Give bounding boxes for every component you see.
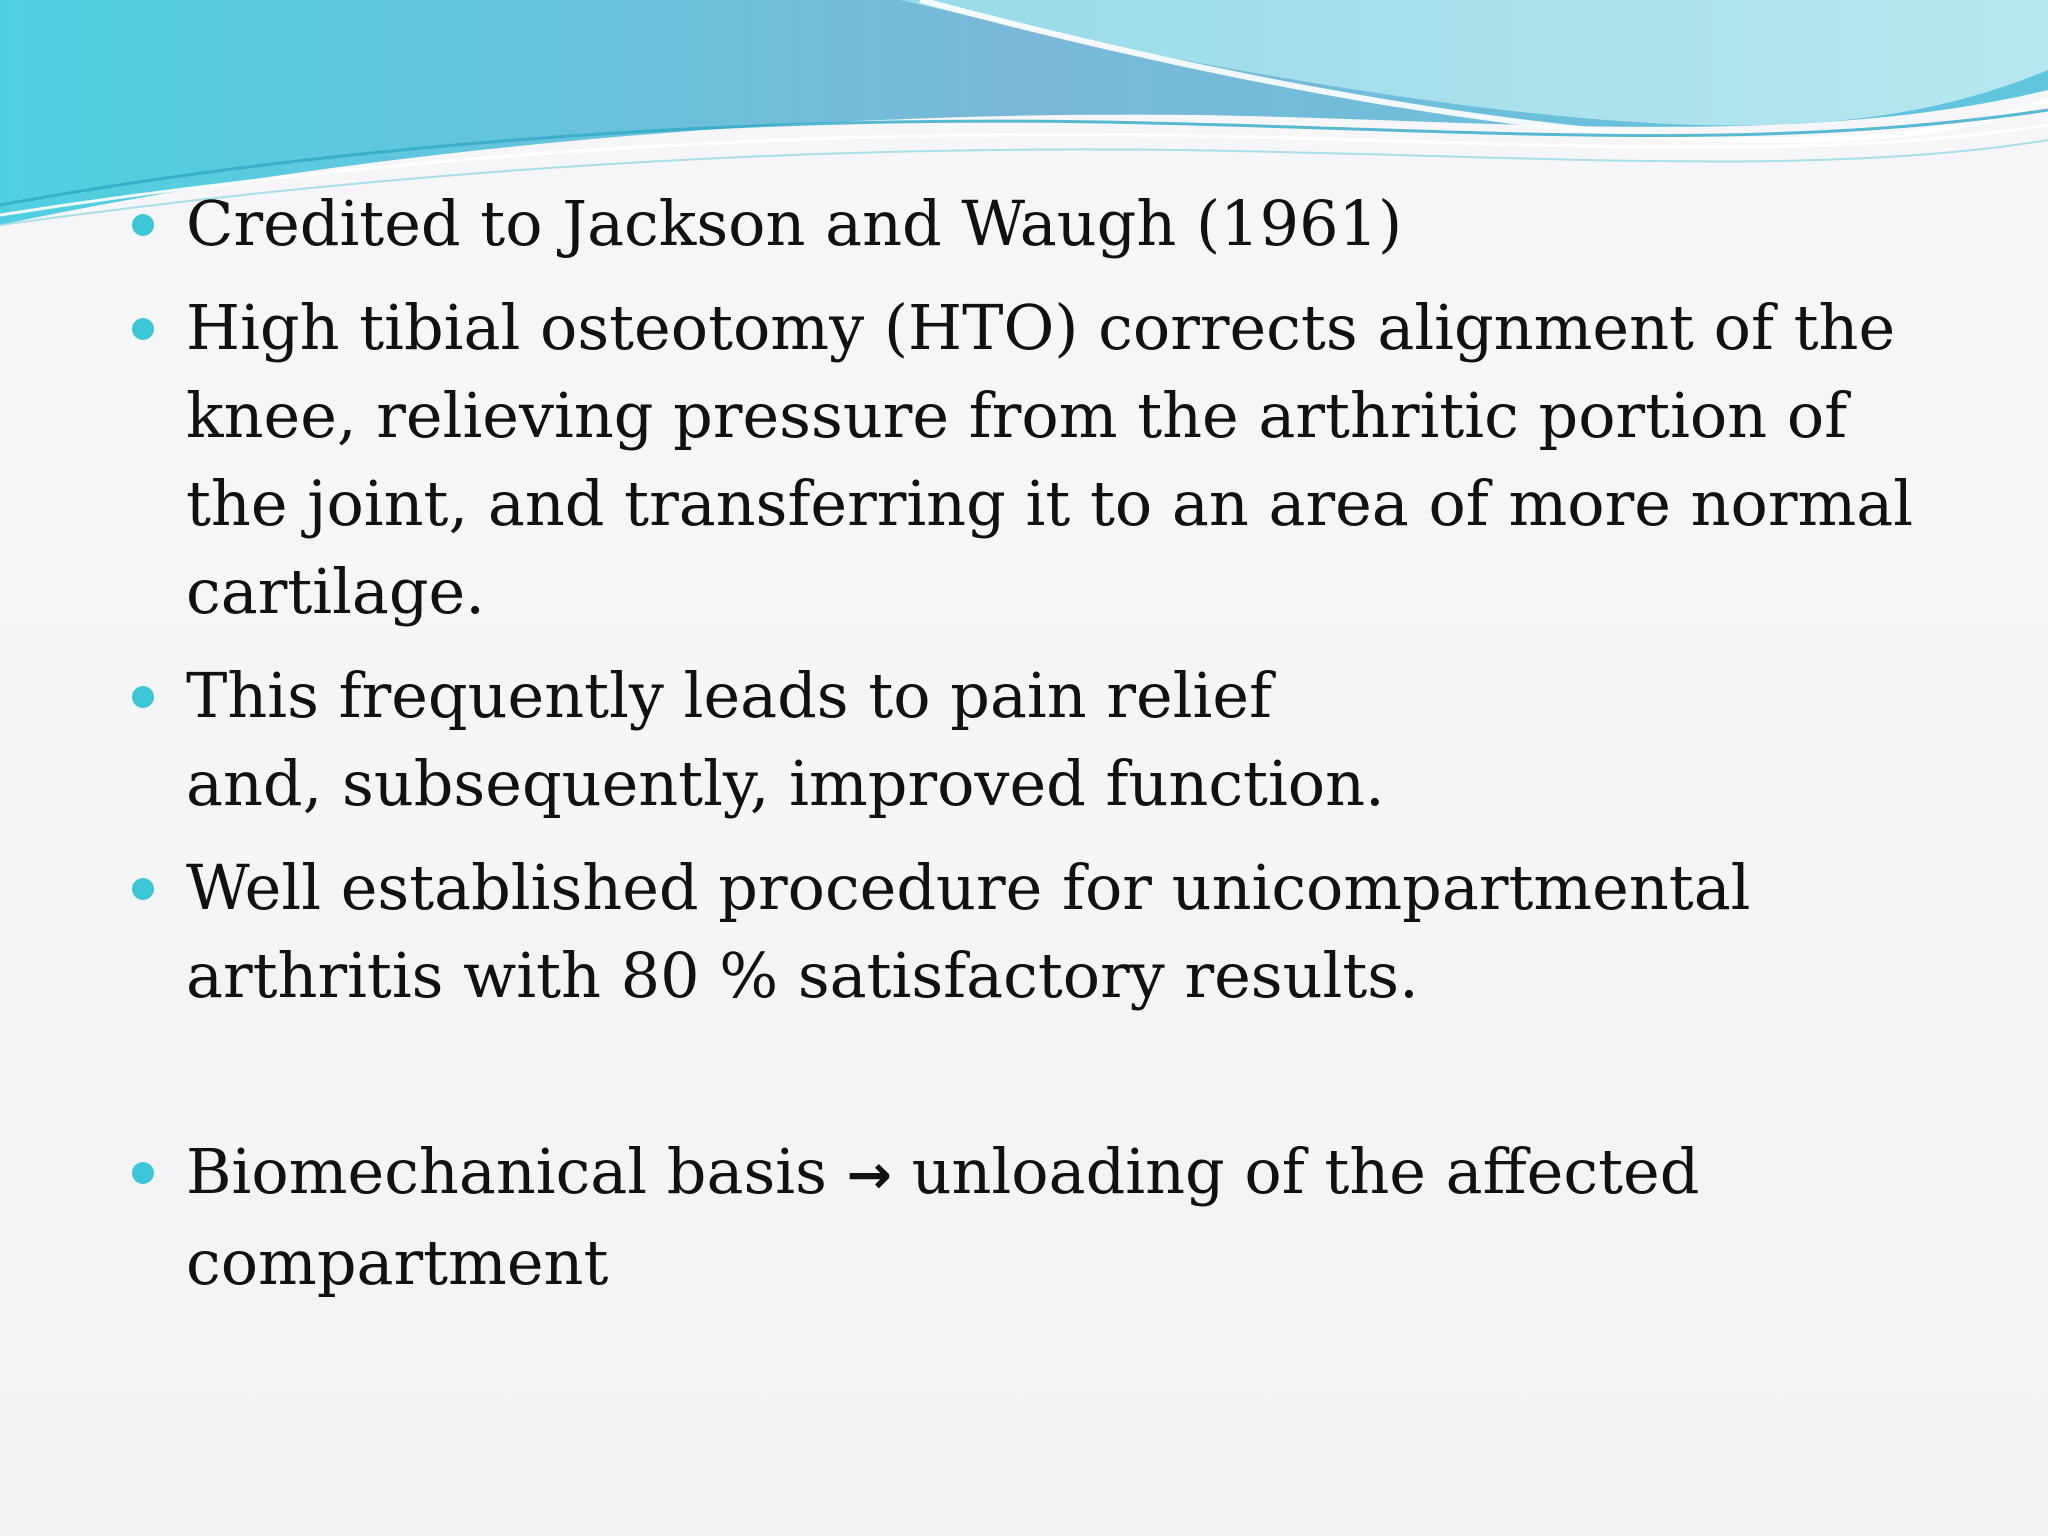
bullet-item <box>130 844 1990 1020</box>
bullet-text: Credited to Jackson and Waugh (1961) <box>186 187 1403 260</box>
bullet-text: cartilage. <box>186 555 485 628</box>
bullet-text: arthritis with 80 % satisfactory results. <box>186 939 1419 1012</box>
bullet-dot-icon <box>132 1162 154 1184</box>
bullet-text: compartment <box>186 1226 609 1299</box>
bullet-text: Well established procedure for unicompartmental <box>186 851 1751 924</box>
bullet-list <box>130 180 1990 1323</box>
bullet-text: High tibial osteotomy (HTO) corrects alignment of the <box>186 291 1896 364</box>
arrow-right-icon: → <box>846 1143 892 1206</box>
bullet-text: unloading of the affected <box>911 1135 1700 1208</box>
bullet-dot-icon <box>132 318 154 340</box>
bullet-text: This frequently leads to pain relief <box>186 659 1273 732</box>
bullet-text: and, subsequently, improved function. <box>186 747 1385 820</box>
bullet-dot-icon <box>132 214 154 236</box>
bullet-item <box>130 284 1990 636</box>
bullet-item <box>130 180 1990 268</box>
bullet-dot-icon <box>132 878 154 900</box>
bullet-text: knee, relieving pressure from the arthritic portion of <box>186 379 1848 452</box>
bullet-text-line <box>186 1128 1990 1219</box>
bullet-dot-icon <box>132 686 154 708</box>
bullet-text: Biomechanical basis <box>186 1135 827 1208</box>
bullet-item <box>130 652 1990 828</box>
bullet-item <box>130 1128 1990 1307</box>
bullet-text: the joint, and transferring it to an area of more normal <box>186 467 1914 540</box>
